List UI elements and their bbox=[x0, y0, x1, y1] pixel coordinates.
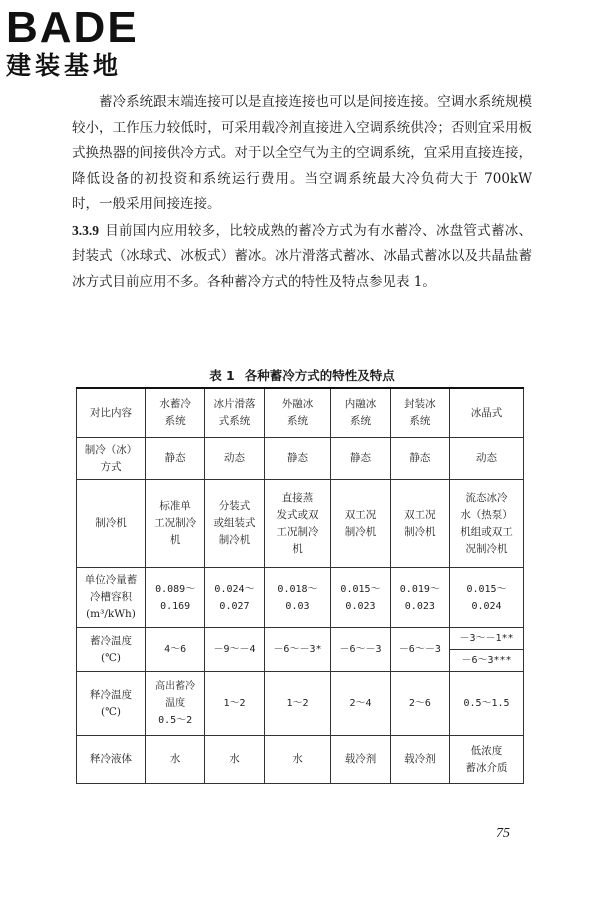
table-cell: －3～－1** bbox=[450, 628, 524, 650]
cell-line: 外融冰 bbox=[281, 398, 314, 410]
table-cell: －6～3*** bbox=[450, 650, 524, 672]
cell-line: 发式或双 bbox=[276, 508, 319, 521]
cell-line: 0.5～2 bbox=[158, 715, 193, 726]
cell-line: 冷槽容积 bbox=[90, 591, 132, 603]
cell-line: 双工况 bbox=[344, 508, 377, 521]
cell-line: (℃) bbox=[101, 651, 121, 664]
cell-line: 机组或双工 bbox=[460, 525, 513, 538]
cell-line: 冰片滑落 bbox=[213, 398, 256, 410]
table-cell bbox=[264, 480, 331, 568]
cell-line: 0.024 bbox=[471, 600, 502, 612]
table-cell bbox=[450, 480, 524, 568]
page-number: 75 bbox=[496, 826, 510, 841]
cell-line: 况制冷机 bbox=[465, 542, 508, 555]
table-row bbox=[77, 736, 524, 784]
table-cell bbox=[205, 672, 264, 736]
cell-line: 温度 bbox=[165, 698, 186, 709]
cell-line: 1～2 bbox=[223, 698, 246, 709]
cell-line: 系统 bbox=[409, 415, 431, 427]
cell-line: 方式 bbox=[100, 460, 122, 473]
row-label-volume bbox=[77, 568, 146, 628]
table-cell: 静态 bbox=[264, 438, 331, 480]
cell-line: 标准单 bbox=[159, 500, 191, 512]
cell-line: 双工况 bbox=[404, 508, 436, 521]
cell-line: 内融冰 bbox=[344, 398, 377, 410]
cell-line: 0.015～ bbox=[466, 583, 507, 595]
table-row bbox=[77, 628, 524, 650]
cell-line: 0.023 bbox=[345, 600, 376, 612]
table-cell: 动态 bbox=[450, 438, 524, 480]
cell-line: 蓄冰介质 bbox=[465, 761, 508, 774]
table-cell: －6～－3* bbox=[264, 628, 331, 672]
cell-line: 式系统 bbox=[218, 415, 251, 427]
logo-subtitle: 建装基地 bbox=[6, 51, 123, 80]
cell-line: 0.5～1.5 bbox=[463, 698, 510, 709]
cell-line: 机 bbox=[292, 542, 303, 555]
table-header-row bbox=[77, 388, 524, 438]
table-cell bbox=[331, 568, 390, 628]
cell-line: (℃) bbox=[101, 705, 121, 718]
cell-line: 水 bbox=[229, 753, 240, 765]
brand-logo bbox=[6, 3, 176, 80]
cell-line: 直接蒸 bbox=[281, 491, 314, 504]
cell-line: 水蓄冷 bbox=[159, 398, 191, 410]
cell-line: 水（热泵） bbox=[460, 508, 513, 521]
table-cell: 动态 bbox=[205, 438, 264, 480]
clause-3-3-9 bbox=[72, 218, 532, 296]
cell-line: 0.015～ bbox=[340, 583, 381, 595]
row-label-mode bbox=[77, 438, 146, 480]
col-header-internal-melt bbox=[331, 388, 390, 438]
table-cell bbox=[450, 736, 524, 784]
cell-line: 2～4 bbox=[349, 698, 372, 709]
cell-line: 0.03 bbox=[285, 600, 310, 612]
cell-line: 释冷温度 bbox=[90, 688, 132, 701]
cell-line: 0.027 bbox=[219, 600, 250, 612]
cell-line: 制冷机 bbox=[404, 525, 436, 538]
table-cell bbox=[264, 568, 331, 628]
col-header-external-melt bbox=[264, 388, 331, 438]
cell-line: 制冷机 bbox=[344, 525, 377, 538]
row-label-release-temp bbox=[77, 672, 146, 736]
cell-line: 载冷剂 bbox=[404, 753, 436, 765]
col-header-encapsulated bbox=[390, 388, 449, 438]
cell-line: 工况制冷 bbox=[154, 517, 197, 529]
cell-line: 0.169 bbox=[160, 600, 191, 612]
cell-line: 工况制冷 bbox=[276, 525, 319, 538]
table-cell: －6～－3 bbox=[331, 628, 390, 672]
cell-line: 分装式 bbox=[218, 500, 251, 512]
table-row bbox=[77, 672, 524, 736]
body-text bbox=[72, 90, 532, 295]
cell-line: 或组装式 bbox=[213, 517, 256, 529]
cell-line: 0.019～ bbox=[399, 583, 440, 595]
row-label-fluid: 释冷液体 bbox=[77, 736, 146, 784]
table-cell bbox=[390, 736, 449, 784]
table-cell: 静态 bbox=[390, 438, 449, 480]
cell-line: 封装冰 bbox=[404, 398, 436, 410]
cell-line: 系统 bbox=[349, 415, 371, 427]
table-row bbox=[77, 568, 524, 628]
cell-line: 0.024～ bbox=[214, 583, 255, 595]
cell-line: 2～6 bbox=[408, 698, 431, 709]
cell-line: 1～2 bbox=[286, 698, 309, 709]
storage-comparison-table bbox=[76, 387, 524, 784]
table-caption bbox=[72, 366, 532, 384]
cell-line: 0.023 bbox=[404, 600, 435, 612]
cell-line: 系统 bbox=[164, 415, 186, 427]
table-cell: 4～6 bbox=[146, 628, 205, 672]
cell-line: 制冷机 bbox=[218, 534, 251, 546]
table-cell: 静态 bbox=[146, 438, 205, 480]
col-header-ice-slurry bbox=[450, 388, 524, 438]
table-cell bbox=[450, 568, 524, 628]
table-cell bbox=[205, 736, 264, 784]
table-cell bbox=[146, 568, 205, 628]
col-header-water bbox=[146, 388, 205, 438]
clause-text: 目前国内应用较多，比较成熟的蓄冷方式为有水蓄冷、冰盘管式蓄冰、封装式（冰球式、冰板式）蓄冰。冰片滑落式蓄冰、冰晶式蓄冰以及共晶盐蓄冰方式目前应用不多。各种蓄冷方式的特性及特点参见表 1。 bbox=[72, 222, 532, 290]
table-cell bbox=[390, 480, 449, 568]
row-label-storage-temp bbox=[77, 628, 146, 672]
table-cell bbox=[205, 568, 264, 628]
corner-header: 对比内容 bbox=[77, 388, 146, 438]
table-cell bbox=[146, 672, 205, 736]
table-cell: 静态 bbox=[331, 438, 390, 480]
table-cell bbox=[146, 480, 205, 568]
col-header-ice-harvest bbox=[205, 388, 264, 438]
cell-line: 载冷剂 bbox=[344, 753, 377, 765]
cell-line: 制冷（冰） bbox=[84, 443, 138, 456]
table-row bbox=[77, 438, 524, 480]
table-cell bbox=[331, 480, 390, 568]
logo-brand-text: BADE bbox=[6, 3, 139, 52]
table-cell: －9～－4 bbox=[205, 628, 264, 672]
table-cell bbox=[264, 736, 331, 784]
table-cell bbox=[390, 568, 449, 628]
cell-line: 高出蓄冷 bbox=[155, 681, 196, 692]
cell-line: 低浓度 bbox=[470, 744, 503, 757]
cell-line: 系统 bbox=[286, 415, 308, 427]
table-cell bbox=[331, 736, 390, 784]
row-label-chiller: 制冷机 bbox=[77, 480, 146, 568]
paragraph-connection: 蓄冷系统跟末端连接可以是直接连接也可以是间接连接。空调水系统规模较小，工作压力较低时，可采用载冷剂直接进入空调系统供冷；否则宜采用板式换热器的间接供冷方式。对于以全空气为主的空调系统，宜采用直接连接，降低设备的初投资和系统运行费用。当空调系统最大冷负荷大于 700kW 时，一般采用间接连接。 bbox=[72, 94, 532, 212]
table-cell bbox=[146, 736, 205, 784]
cell-line: 机 bbox=[169, 534, 181, 546]
cell-line: 0.018～ bbox=[277, 583, 318, 595]
cell-line: 水 bbox=[169, 753, 181, 765]
table-row bbox=[77, 480, 524, 568]
clause-number: 3.3.9 bbox=[72, 222, 99, 238]
cell-line: 0.089～ bbox=[155, 583, 196, 595]
table-cell bbox=[390, 672, 449, 736]
table-caption-label: 表 1 bbox=[209, 368, 235, 383]
table-caption-title: 各种蓄冷方式的特性及特点 bbox=[244, 368, 395, 383]
cell-line: 水 bbox=[292, 753, 303, 765]
cell-line: 流态冰冷 bbox=[465, 491, 508, 504]
table-cell bbox=[450, 672, 524, 736]
cell-line: (m³/kWh) bbox=[86, 608, 136, 620]
table-cell bbox=[205, 480, 264, 568]
cell-line: 蓄冷温度 bbox=[90, 634, 132, 647]
cell-line: 冰晶式 bbox=[470, 406, 503, 419]
table-cell: －6～－3 bbox=[390, 628, 449, 672]
cell-line: 单位冷量蓄 bbox=[84, 574, 138, 586]
table-cell bbox=[331, 672, 390, 736]
table-cell bbox=[264, 672, 331, 736]
